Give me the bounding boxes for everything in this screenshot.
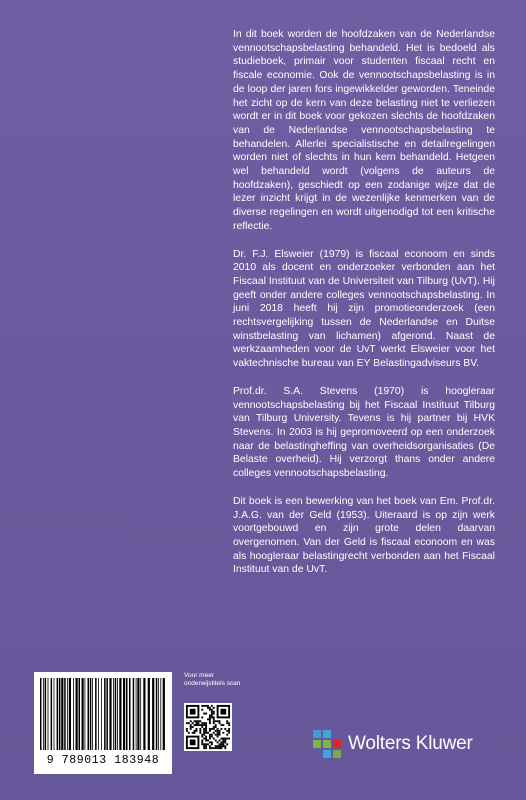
qr-caption: Voor meer onderwijstitels scan [184, 672, 241, 687]
blurb-paragraph-author-elsweier: Dr. F.J. Elsweier (1979) is fiscaal econoom en sinds 2010 als docent en onderzoeker verbonden aan het Fiscaal Instituut van de Universiteit van Tilburg (UvT). Hij geeft onder andere colleges vennootschapsbelasting. In juni 2018 heeft hij zijn promotieonderzoek (een rechtsvergelijking tussen de Nederlandse en Duitse winstbelasting van lichamen) afgerond. Naast de werkzaamheden voor de UvT werkt Elsweier voor het vaktechnische bureau van EY Belastingadviseurs BV. [233, 248, 495, 370]
blurb-paragraph-original-author: Dit boek is een bewerking van het boek van Em. Prof.dr. J.A.G. van der Geld (1953). Uiteraard is op zijn werk voortgebouwd en zijn grote delen daarvan overgenomen. Van der Geld is fiscaal econoom en was als hoogleraar belastingrecht verbonden aan het Fiscaal Instituut van de UvT. [233, 495, 495, 576]
publisher-logo [312, 728, 473, 760]
blurb-paragraph-intro: In dit boek worden de hoofdzaken van de Nederlandse vennootschapsbelasting behandeld. Het is bedoeld als studieboek, primair voor studenten fiscaal recht en fiscale economie. Ook de vennootschapsbelasting is in de loop der jaren fors ingewikkelder geworden. Teneinde het zicht op de kern van deze belasting niet te verliezen wordt er in dit boek voor gekozen slechts de hoofdzaken van de Nederlandse vennootschapsbelasting te behandelen. Allerlei specialistische en detailregelingen worden niet of slechts in hun kern behandeld. Hetgeen wel behandeld wordt (volgens de auteurs de hoofdzaken), geschiedt op een zodanige wijze dat de lezer inzicht krijgt in de wezenlijke kenmerken van de diverse regelingen en wordt uitgenodigd tot een kritische reflectie. [233, 29, 495, 232]
isbn-number: 9 789013 183948 [46, 754, 160, 767]
publisher-name: Wolters Kluwer [348, 733, 473, 754]
isbn-barcode [34, 672, 172, 774]
barcode-bars [38, 678, 168, 750]
qr-code [184, 703, 232, 751]
wolters-kluwer-logo-icon [312, 729, 342, 759]
blurb-text [233, 28, 495, 591]
qr-code-pattern [184, 703, 232, 751]
blurb-paragraph-author-stevens: Prof.dr. S.A. Stevens (1970) is hoogleraar vennootschapsbelasting bij het Fiscaal Instituut Tilburg van Tilburg University. Tevens is hij partner bij HVK Stevens. In 2003 is hij gepromoveerd op een onderzoek naar de belastingheffing van overheidsorganisaties (De Belaste overheid). Hij verzorgt thans onder andere colleges vennootschapsbelasting. [233, 385, 495, 480]
